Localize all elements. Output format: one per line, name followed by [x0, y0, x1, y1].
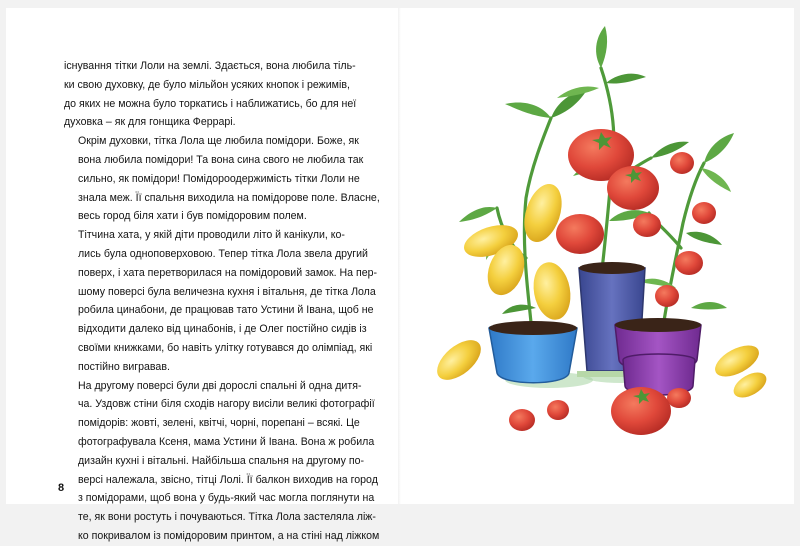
text-line: дизайн кухні і вітальні. Найбільша спальня на другому по-: [78, 454, 365, 467]
tomato-red: [670, 152, 694, 174]
paragraph: [64, 377, 380, 546]
text-line: лись була одноповерховою. Тепер тітка Лола звела другий: [78, 247, 368, 260]
tomato-red: [655, 285, 679, 307]
leaf: [701, 168, 731, 192]
tomato-yellow: [529, 259, 575, 322]
tomato-red: [692, 202, 716, 224]
text-line: помідорів: жовті, зелені, квітчі, чорні, порепані – всякі. Це: [78, 417, 360, 430]
text-line: існування тітки Лоли на землі. Здається, вона любила тіль-: [64, 60, 356, 72]
leaf: [704, 133, 734, 163]
tomato-red: [547, 400, 569, 420]
leaf: [459, 207, 497, 222]
left-page: [6, 8, 401, 542]
right-page: [401, 8, 794, 504]
paragraph: [64, 226, 378, 376]
leaf: [691, 302, 727, 310]
text-line: поверх, і хата перетворилася на помідоровий замок. На пер-: [78, 266, 378, 279]
text-line: версі належала, звісно, тітці Лолі. Її балкон виходив на город: [78, 473, 378, 486]
text-line: знала меж. Її спальня виходила на помідорове поле. Власне,: [78, 191, 380, 204]
pot-blue: [489, 321, 577, 383]
text-line: шому поверсі була величезна кухня і вітальня, де тітка Лола: [78, 285, 376, 298]
leaf: [596, 26, 607, 68]
text-line: Окрім духовки, тітка Лола ще любила помідори. Боже, як: [78, 135, 359, 148]
pot-purple: [615, 318, 701, 395]
leaf: [606, 74, 646, 84]
text-line: з помідорами, щоб вона у будь-який час могла поглянути на: [78, 492, 375, 505]
text-line: фотографувала Ксеня, мама Устини й Івана. Вона ж робила: [78, 435, 375, 448]
text-line: до яких не можна було торкатись і наближатись, бо для неї: [64, 97, 357, 110]
text-line: вона любила помідори! Та вона сина свого не любила так: [78, 153, 364, 166]
tomato-red: [633, 213, 661, 237]
page-number: 8: [58, 482, 65, 494]
tomato-red: [556, 214, 604, 254]
tomato-red: [675, 251, 703, 275]
tomato-yellow: [430, 333, 488, 388]
text-line: своїми книжками, бо навіть улітку готувався до олімпіад, які: [78, 341, 373, 354]
text-line: те, як вони ростуть і почуваються. Тітка Лола застеляла ліж-: [78, 511, 376, 524]
leaf: [505, 103, 551, 118]
paragraph: [64, 57, 357, 132]
text-line: відходити далеко від цинабонів, і де Олег постійно сидів із: [78, 323, 367, 336]
text-line: сильно, як помідори! Помідороодержимість тітки Лоли не: [78, 172, 360, 185]
text-line: ки свою духовку, де було мільйон усяких кнопок і режимів,: [64, 78, 350, 91]
paragraph: [64, 132, 380, 226]
body-text: [64, 57, 380, 546]
text-line: робила цинабони, де працював тато Устини й Івана, щоб не: [78, 304, 374, 317]
tomato-red: [509, 409, 535, 431]
text-line: духовка – як для гонщика Феррарі.: [64, 116, 236, 129]
text-line: весь город біля хати і був помідоровим полем.: [78, 210, 307, 223]
text-line: постійно вигравав.: [78, 360, 170, 373]
leaf: [686, 232, 722, 245]
text-line: На другому поверсі були дві дорослі спальні й одна дитя-: [78, 379, 362, 392]
text-line: ко покривалом із помідоровим принтом, а на стіні над ліжком: [78, 529, 380, 542]
tomato-red: [667, 388, 691, 408]
text-line: Тітчина хата, у якій діти проводили літо й канікули, ко-: [78, 229, 345, 242]
text-line: ча. Уздовж стіни біля сходів нагору висіли великі фотографії: [78, 398, 375, 411]
tomato-plants-illustration: [401, 8, 794, 504]
